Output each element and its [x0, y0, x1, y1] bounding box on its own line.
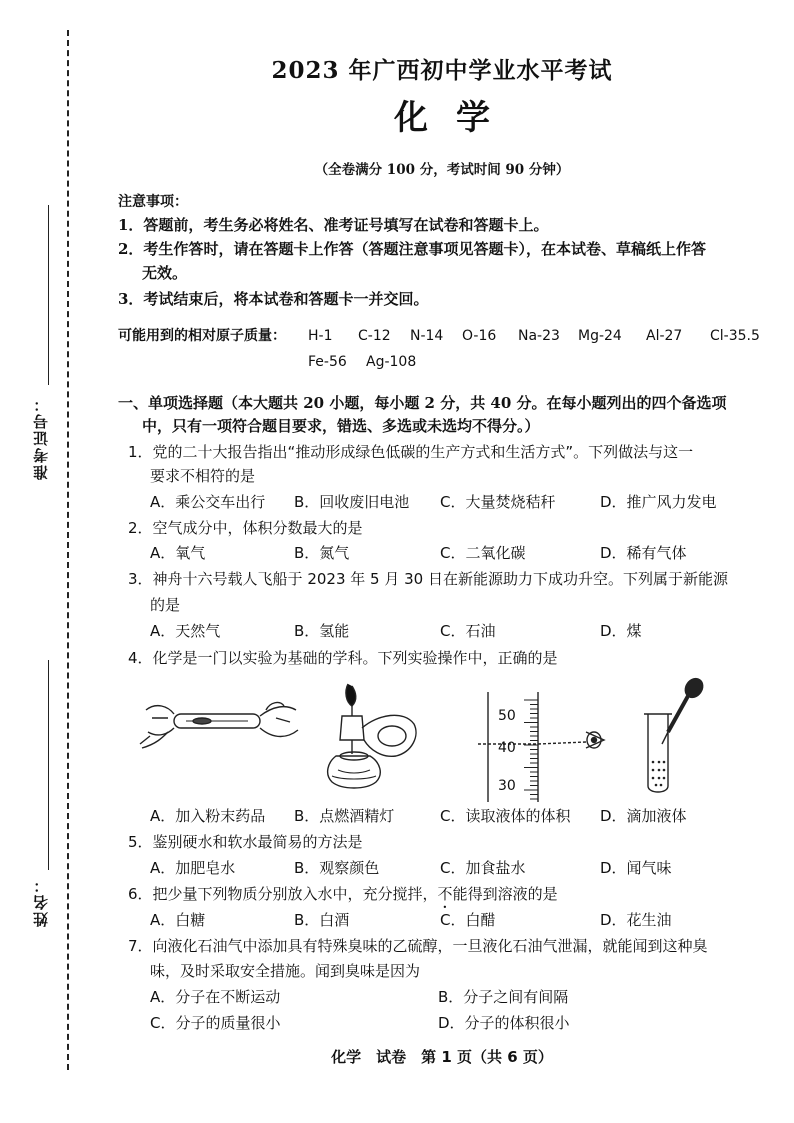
q6-option-c[interactable]: C．白醋 [440, 911, 496, 929]
q3-stem-cont: 的是 [150, 596, 181, 614]
atomic-mass-item: N-14 [410, 328, 444, 344]
q1-option-c[interactable]: C．大量焚烧秸秆 [440, 493, 556, 511]
q4-stem: 4．化学是一门以实验为基础的学科。下列实验操作中，正确的是 [128, 649, 558, 667]
atomic-mass-item: Ag-108 [366, 354, 417, 370]
q3-option-b[interactable]: B．氢能 [294, 622, 350, 640]
q4-option-a[interactable]: A．加入粉末药品 [150, 807, 266, 825]
q7-option-b[interactable]: B．分子之间有间隔 [438, 988, 569, 1006]
binding-dashed-line [67, 30, 69, 1070]
q1-option-b[interactable]: B．回收废旧电池 [294, 493, 410, 511]
q5-option-a[interactable]: A．加肥皂水 [150, 859, 236, 877]
atomic-mass-item: O-16 [462, 328, 497, 344]
atomic-mass-item: Fe-56 [308, 354, 347, 370]
note-2: 2．考生作答时，请在答题卡上作答（答题注意事项见答题卡），在本试卷、草稿纸上作答 [118, 240, 706, 258]
q7-option-c[interactable]: C．分子的质量很小 [150, 1014, 281, 1032]
q1-option-a[interactable]: A．乘公交车出行 [150, 493, 266, 511]
q1-option-d[interactable]: D．推广风力发电 [600, 493, 717, 511]
q4-option-c[interactable]: C．读取液体的体积 [440, 807, 571, 825]
atomic-mass-item: Cl-35.5 [710, 328, 760, 344]
q6-option-d[interactable]: D．花生油 [600, 911, 672, 929]
figure-dropping-liquid [638, 676, 718, 796]
q6-stem-part-2: 能得到溶液的是 [452, 885, 558, 903]
q3-option-d[interactable]: D．煤 [600, 622, 642, 640]
q4-option-d[interactable]: D．滴加液体 [600, 807, 687, 825]
atomic-mass-item: Mg-24 [578, 328, 622, 344]
page-footer: 化学 试卷 第 1 页（共 6 页） [331, 1048, 553, 1066]
name-line [48, 660, 49, 870]
q1-stem: 1．党的二十大报告指出“推动形成绿色低碳的生产方式和生活方式”。下列做法与这一 [128, 443, 694, 461]
notes-heading: 注意事项： [118, 194, 188, 210]
q6-option-a[interactable]: A．白糖 [150, 911, 206, 929]
section-1-title-cont: 中，只有一项符合题目要求，错选、多选或未选均不得分。） [142, 417, 540, 435]
q2-option-a[interactable]: A．氧气 [150, 544, 206, 562]
q7-stem-cont: 味，及时采取安全措施。闻到臭味是因为 [150, 962, 421, 980]
exam-id-line [48, 205, 49, 385]
exam-id-label: 准考证号： [32, 395, 50, 480]
name-label: 姓名： [32, 876, 50, 927]
q7-option-d[interactable]: D．分子的体积很小 [438, 1014, 570, 1032]
q5-option-b[interactable]: B．观察颜色 [294, 859, 380, 877]
exam-info: （全卷满分 100 分，考试时间 90 分钟） [314, 162, 570, 178]
cylinder-tick-40: 40 [498, 740, 516, 756]
exam-title: 2023 年广西初中学业水平考试 [271, 57, 613, 84]
note-3: 3．考试结束后，将本试卷和答题卡一并交回。 [118, 290, 429, 308]
q2-option-c[interactable]: C．二氧化碳 [440, 544, 526, 562]
section-1-title: 一、单项选择题（本大题共 20 小题，每小题 2 分，共 40 分。在每小题列出的四个备选项 [118, 394, 727, 412]
atomic-mass-item: H-1 [308, 328, 333, 344]
cylinder-tick-30: 30 [498, 778, 516, 794]
q7-stem: 7．向液化石油气中添加具有特殊臭味的乙硫醇，一旦液化石油气泄漏，就能闻到这种臭 [128, 937, 708, 955]
subject-title: 化学 [394, 98, 518, 138]
note-2-cont: 无效。 [142, 264, 188, 282]
q5-stem: 5．鉴别硬水和软水最简易的方法是 [128, 833, 363, 851]
q3-stem: 3．神舟十六号载人飞船于 2023 年 5 月 30 日在新能源助力下成功升空。下列属于新能源 [128, 570, 728, 588]
q7-option-a[interactable]: A．分子在不断运动 [150, 988, 281, 1006]
q2-option-d[interactable]: D．稀有气体 [600, 544, 687, 562]
figure-reading-volume [478, 692, 618, 802]
atomic-mass-label: 可能用到的相对原子质量： [118, 328, 286, 344]
q6-stem-part-1: 6．把少量下列物质分别放入水中，充分搅拌， [128, 885, 438, 903]
q1-stem-cont: 要求不相符的是 [150, 467, 256, 485]
q4-option-b[interactable]: B．点燃酒精灯 [294, 807, 395, 825]
figure-adding-powder [138, 688, 308, 758]
note-1: 1．答题前，考生务必将姓名、准考证号填写在试卷和答题卡上。 [118, 216, 549, 234]
q3-option-a[interactable]: A．天然气 [150, 622, 221, 640]
cylinder-tick-50: 50 [498, 708, 516, 724]
atomic-mass-item: C-12 [358, 328, 391, 344]
q5-option-d[interactable]: D．闻气味 [600, 859, 672, 877]
atomic-mass-item: Na-23 [518, 328, 560, 344]
figure-lighting-lamp [308, 680, 428, 792]
q5-option-c[interactable]: C．加食盐水 [440, 859, 526, 877]
q6-option-b[interactable]: B．白酒 [294, 911, 350, 929]
q6-stem [128, 884, 558, 912]
atomic-mass-item: Al-27 [646, 328, 683, 344]
q3-option-c[interactable]: C．石油 [440, 622, 496, 640]
q6-stem-emphasis: 不 [437, 885, 453, 903]
q2-stem: 2．空气成分中，体积分数最大的是 [128, 519, 363, 537]
q2-option-b[interactable]: B．氮气 [294, 544, 350, 562]
